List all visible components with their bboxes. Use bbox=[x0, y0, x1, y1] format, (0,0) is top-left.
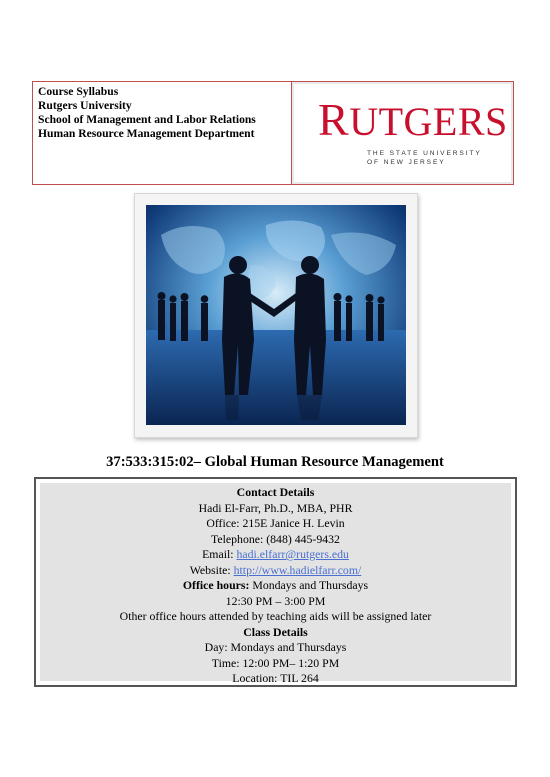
class-time: Time: 12:00 PM– 1:20 PM bbox=[211, 655, 340, 670]
website-link[interactable]: http://www.hadielfarr.com/ bbox=[233, 562, 362, 577]
class-day: Day: Mondays and Thursdays bbox=[204, 640, 347, 654]
header-line-university: Rutgers University bbox=[38, 99, 132, 112]
handshake-photo bbox=[134, 193, 418, 438]
email-line: Email: hadi.elfarr@rutgers.edu bbox=[202, 547, 349, 561]
logo-tagline: THE STATE UNIVERSITY OF NEW JERSEY bbox=[367, 150, 482, 166]
office-hours-time: 12:30 PM – 3:00 PM bbox=[225, 593, 326, 608]
logo-wordmark: RUTGERS bbox=[318, 94, 508, 145]
header-line-department: Human Resource Management Department bbox=[38, 127, 255, 140]
telephone: Telephone: (848) 445-9432 bbox=[211, 531, 340, 546]
email-link[interactable]: hadi.elfarr@rutgers.edu bbox=[236, 547, 349, 561]
contact-details-box bbox=[34, 477, 517, 687]
rutgers-logo bbox=[292, 82, 513, 184]
other-office-hours: Other office hours attended by teaching aids will be assigned later bbox=[119, 609, 432, 623]
class-location: Location: TIL 264 bbox=[232, 671, 319, 685]
header-table bbox=[32, 81, 514, 185]
website-line: Website: http://www.hadielfarr.com/ bbox=[189, 562, 362, 577]
course-title: 37:533:315:02– Global Human Resource Management bbox=[106, 454, 444, 470]
instructor-name: Hadi El-Farr, Ph.D., MBA, PHR bbox=[198, 500, 353, 515]
header-line-syllabus: Course Syllabus bbox=[38, 85, 119, 98]
contact-details bbox=[40, 483, 511, 685]
business-handshake-image bbox=[146, 205, 406, 425]
class-details-heading: Class Details bbox=[243, 624, 308, 639]
office-location: Office: 215E Janice H. Levin bbox=[206, 516, 345, 530]
header-text bbox=[33, 82, 292, 184]
header-line-school: School of Management and Labor Relations bbox=[38, 113, 256, 126]
office-hours-line: Office hours: Mondays and Thursdays bbox=[182, 578, 369, 592]
contact-heading: Contact Details bbox=[236, 485, 315, 499]
